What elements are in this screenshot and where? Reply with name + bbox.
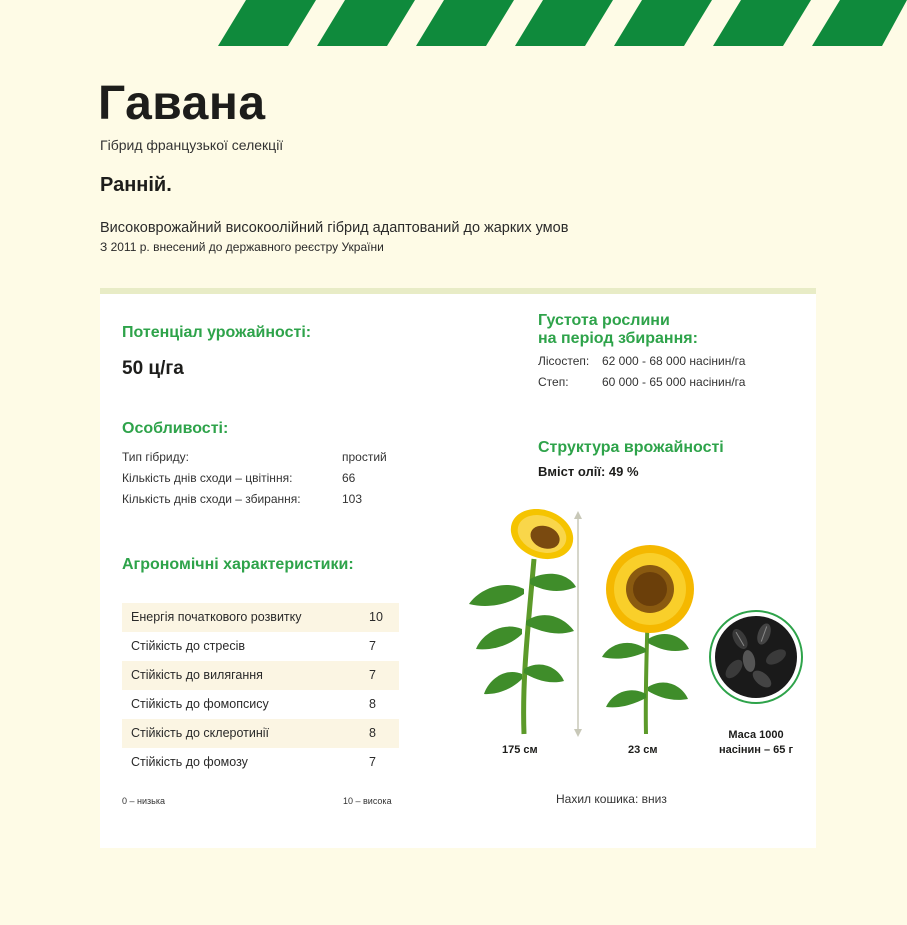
density-heading-line: на період збирання:	[538, 330, 698, 347]
table-row	[122, 719, 399, 748]
agronomy-heading: Агрономічні характеристики:	[122, 556, 354, 573]
density-zone: Степ:	[538, 375, 569, 389]
feature-value: 103	[342, 492, 363, 506]
feature-label: Кількість днів сходи – цвітіння:	[122, 471, 293, 485]
density-row	[538, 375, 746, 389]
seed-mass-label	[714, 728, 798, 758]
feature-row	[122, 492, 422, 506]
trait-score: 8	[369, 697, 376, 711]
table-row	[122, 661, 399, 690]
maturity-group: Ранній.	[100, 174, 172, 196]
table-row	[122, 603, 399, 632]
agronomy-table	[122, 603, 399, 777]
page-title: Гавана	[98, 77, 266, 130]
oil-content: Вміст олії: 49 %	[538, 464, 639, 479]
info-card	[100, 288, 816, 848]
density-value: 62 000 - 68 000 насінин/га	[602, 354, 746, 368]
feature-label: Тип гібриду:	[122, 450, 189, 464]
seeds-icon	[710, 611, 802, 703]
scale-low-label: 0 – низька	[122, 796, 165, 806]
density-heading-line: Густота рослини	[538, 312, 670, 329]
density-value: 60 000 - 65 000 насінин/га	[602, 375, 746, 389]
sunflower-head-icon	[602, 545, 694, 734]
plant-height-label: 175 см	[502, 744, 538, 756]
tall-sunflower-icon	[469, 509, 580, 734]
head-tilt: Нахил кошика: вниз	[556, 792, 667, 806]
seed-mass-line: Маса 1000	[728, 729, 784, 741]
feature-value: 66	[342, 471, 356, 485]
trait-label: Стійкість до фомопсису	[131, 697, 269, 711]
hybrid-description: Високоврожайний високоолійний гібрид адаптований до жарких умов	[100, 220, 569, 236]
table-row	[122, 632, 399, 661]
trait-label: Енергія початкового розвитку	[131, 610, 302, 624]
features-heading: Особливості:	[122, 420, 229, 437]
trait-score: 7	[369, 668, 376, 682]
head-diameter-label: 23 см	[628, 744, 658, 756]
height-arrow-icon	[574, 511, 582, 737]
scale-high-label: 10 – висока	[343, 796, 392, 806]
trait-label: Стійкість до стресів	[131, 639, 245, 653]
feature-row	[122, 471, 422, 485]
trait-label: Стійкість до фомозу	[131, 755, 248, 769]
yield-heading: Потенціал урожайності:	[122, 324, 312, 341]
seed-mass-line: насінин – 65 г	[718, 744, 794, 756]
trait-score: 8	[369, 726, 376, 740]
registration-note: З 2011 р. внесений до державного реєстру України	[100, 240, 384, 254]
hybrid-origin: Гібрид французької селекції	[100, 137, 284, 153]
feature-label: Кількість днів сходи – збирання:	[122, 492, 301, 506]
feature-value: простий	[342, 450, 387, 464]
trait-score: 7	[369, 755, 376, 769]
density-zone: Лісостеп:	[538, 354, 590, 368]
feature-row	[122, 450, 422, 464]
header-stripes	[0, 0, 907, 46]
density-heading	[538, 312, 698, 348]
structure-heading: Структура врожайності	[538, 439, 724, 456]
trait-label: Стійкість до склеротинії	[131, 726, 270, 740]
trait-score: 10	[369, 610, 383, 624]
trait-score: 7	[369, 639, 376, 653]
table-row	[122, 690, 399, 719]
table-row	[122, 748, 399, 777]
density-row	[538, 354, 746, 368]
yield-value: 50 ц/га	[122, 358, 184, 379]
trait-label: Стійкість до вилягання	[131, 668, 263, 682]
